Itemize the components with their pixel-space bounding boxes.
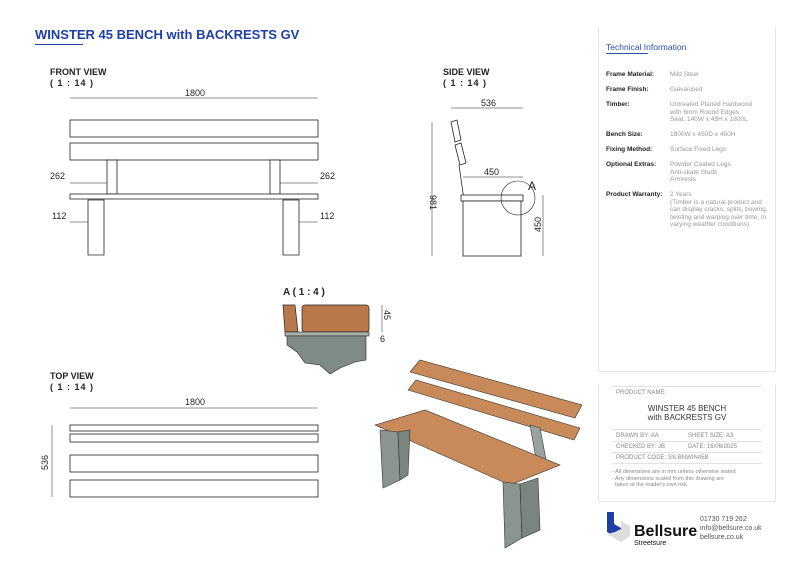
- detail-a: [283, 305, 382, 374]
- brand-sub: Streetsure: [634, 540, 667, 547]
- brand-phone: 01730 719 262: [700, 516, 747, 523]
- side-depth-dim: 536: [481, 98, 497, 108]
- top-width-dim: 1800: [185, 397, 206, 407]
- technical-title: Technical Information: [606, 42, 687, 52]
- brand-email[interactable]: info@bellsure.co.uk: [700, 525, 762, 532]
- front-width-dim: 1800: [185, 88, 206, 98]
- back-slat: [70, 120, 318, 137]
- front-right-offset-dim: 262: [320, 171, 336, 181]
- product-name-label: PRODUCT NAME:: [616, 390, 667, 396]
- side-seat-height-dim: 450: [533, 216, 543, 232]
- side-view-scale: ( 1 : 14 ): [443, 78, 488, 88]
- back-post: [270, 160, 280, 194]
- drawing-sheet: WINSTER 45 BENCH with BACKRESTS GV FRONT VIEW ( 1 : 14 ) SIDE VIEW ( 1 : 14 ) A ( 1 : 4 ) TOP VIEW ( 1 : 14 ) 1800 262 262 112 112 536 450 981 450 A 45 6 1800 536 Bellsure Streetsure Technical Information Frame Material: Mild Steel Frame Finish: Galvanised Timber: Untreated Planed Hardwood with 6mm Round Edges Seat: 140W x 45H x 1800L Bench Size: 1800W x 450D x 450H Fixing Method: Surface Fixed Legs Optional Extras: Powder Coated Legs Anti-skate Studs Armrests Product Warranty: 2 Years (Timber is a natural product and can display cracks, splits, bowing, twisting and warping over time, in varying weather conditions) PRODUCT NAME: WINSTER 45 BENCH with BACKRESTS GV DRAWN BY: AA SHEET SIZE: A3 CHECKED BY: JB DATE: 16/06/2025 PRODUCT CODE: SS-BNWIN45B - All dimensions are in mm unless otherwise stated - Any dimensions scaled from this drawing are taken at the reader's own risk 01730 719 262 info@bellsure.co.uk bellsure.co.uk: [0, 0, 800, 566]
- detail-marker: A: [528, 179, 537, 193]
- front-view: [70, 98, 318, 255]
- front-left-leg-dim: 112: [52, 211, 67, 221]
- front-view-scale: ( 1 : 14 ): [50, 78, 95, 88]
- front-right-leg-dim: 112: [320, 211, 335, 221]
- side-height-dim: 981: [428, 195, 438, 211]
- front-view-label: FRONT VIEW: [50, 67, 107, 77]
- bench-3d-render: [375, 360, 582, 548]
- technical-title-underline: [606, 53, 648, 54]
- back-post: [107, 160, 117, 194]
- note-dimensions: - All dimensions are in mm unless otherwise stated: [612, 469, 736, 475]
- detail-label: A ( 1 : 4 ): [283, 287, 325, 298]
- date: DATE: 16/06/2025: [688, 444, 737, 450]
- detail-plate-dim: 6: [380, 334, 386, 344]
- front-left-offset-dim: 262: [50, 171, 66, 181]
- checked-by: CHECKED BY: JB: [616, 444, 666, 450]
- bellsure-logo: [607, 512, 630, 542]
- sheet-title: WINSTER 45 BENCH with BACKRESTS GV: [35, 27, 300, 42]
- drawn-by: DRAWN BY: AA: [616, 433, 659, 439]
- top-view: [52, 408, 318, 497]
- brand-website[interactable]: bellsure.co.uk: [700, 534, 744, 541]
- leg: [88, 200, 104, 255]
- top-view-label: TOP VIEW: [50, 371, 94, 381]
- top-depth-dim: 536: [40, 454, 50, 470]
- side-view-label: SIDE VIEW: [443, 67, 490, 77]
- brand-name: Bellsure: [634, 523, 698, 540]
- sheet-size: SHEET SIZE: A3: [688, 433, 734, 439]
- detail-timber-dim: 45: [382, 310, 392, 321]
- side-seat-dim: 450: [484, 167, 500, 177]
- back-slat: [70, 143, 318, 160]
- product-name: WINSTER 45 BENCH with BACKRESTS GV: [647, 404, 727, 422]
- leg: [283, 200, 299, 255]
- product-code: PRODUCT CODE: SS-BNWIN45B: [616, 455, 709, 461]
- top-view-scale: ( 1 : 14 ): [50, 382, 95, 392]
- seat-slat: [70, 194, 318, 199]
- note-scaling: - Any dimensions scaled from this drawing are taken at the reader's own risk: [612, 476, 725, 488]
- side-view: [432, 108, 543, 256]
